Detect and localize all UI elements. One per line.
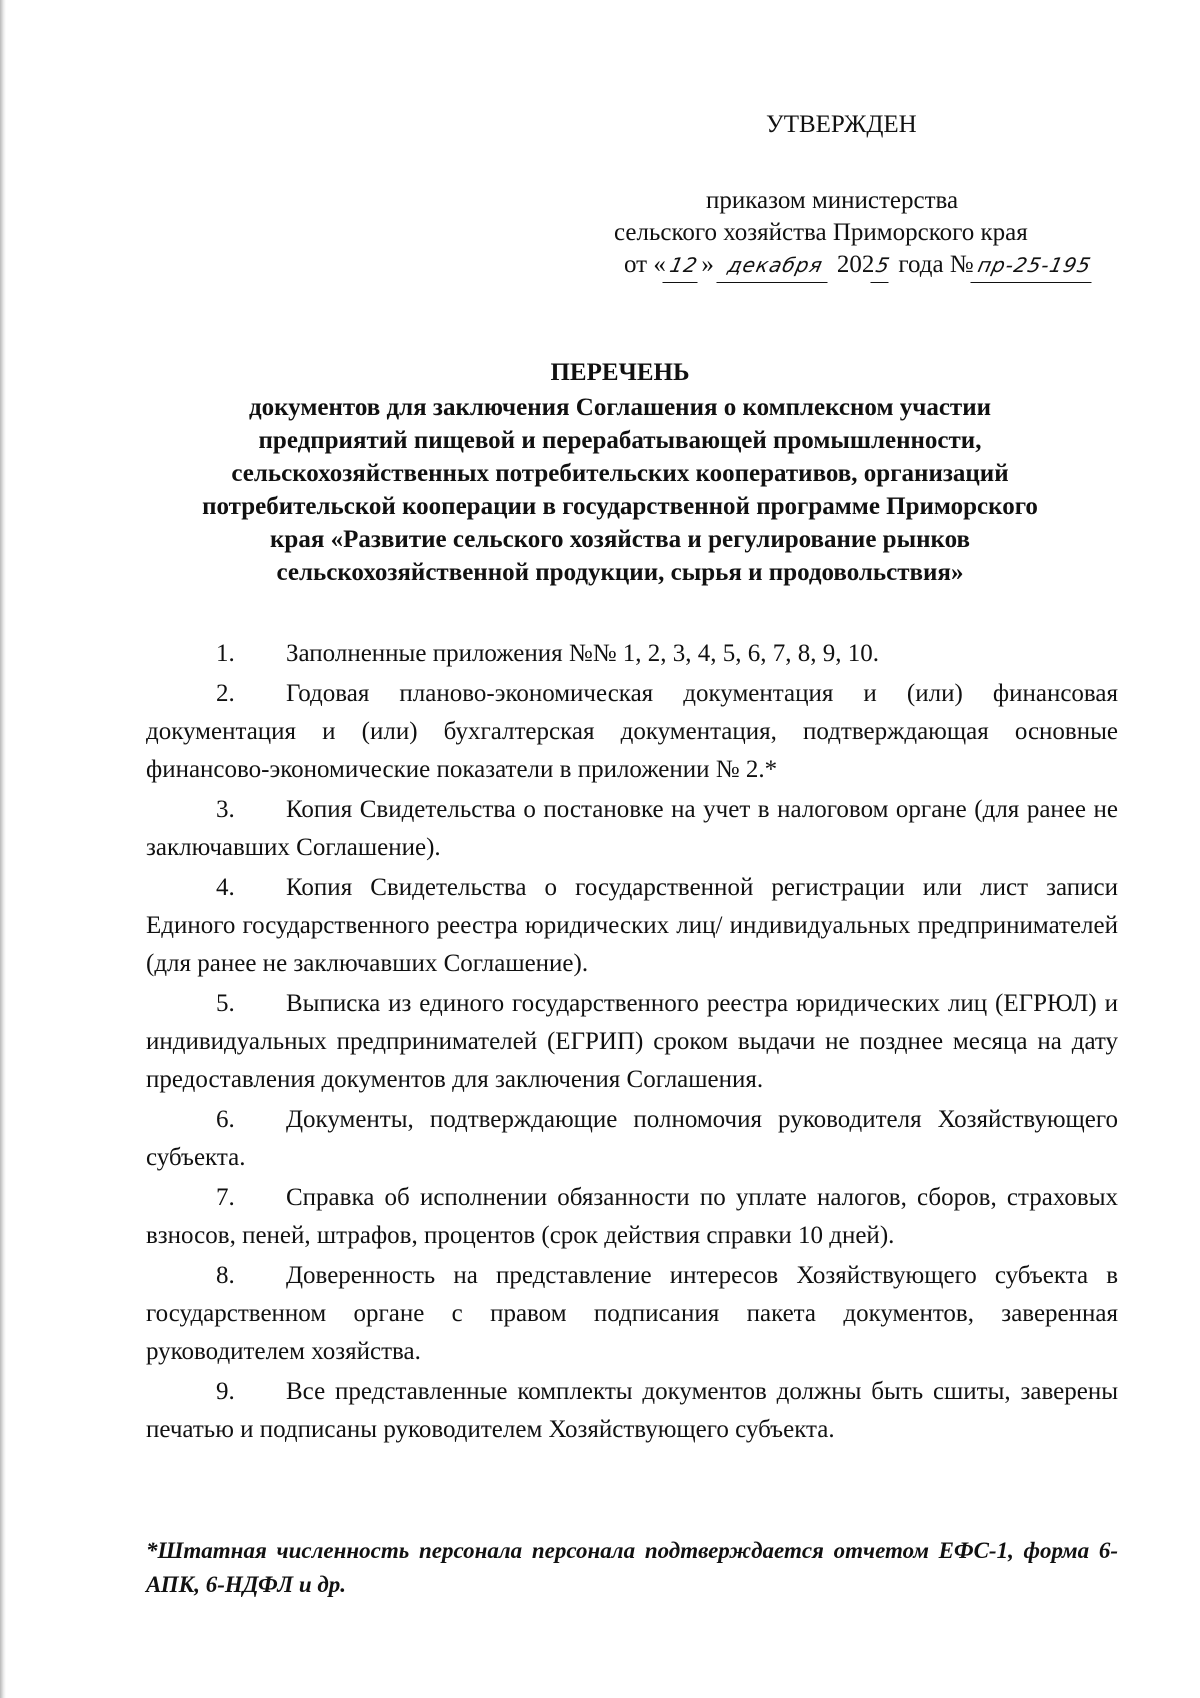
handwritten-year-digit: 5 [871, 249, 896, 283]
item-number: 6. [216, 1106, 235, 1133]
list-item [146, 985, 1118, 1099]
item-number: 2. [216, 680, 235, 707]
title-main: ПЕРЕЧЕНЬ [550, 359, 690, 386]
list-item [146, 1101, 1118, 1177]
item-text: Все представленные комплекты документов должны быть сшиты, заверены печатью и подписаны руководителем Хозяйствующего субъекта. [146, 1378, 1118, 1443]
list-item [146, 1179, 1118, 1255]
item-number: 4. [216, 874, 235, 901]
item-number: 7. [216, 1184, 235, 1211]
list-item [146, 1373, 1118, 1449]
list-item [146, 635, 1118, 673]
date-prefix: от « [624, 251, 666, 278]
approval-line-date [624, 248, 1095, 283]
footnote: *Штатная численность персонала персонала подтверждается отчетом ЕФС-1, форма 6-АПК, 6-НДФЛ и др. [146, 1538, 1118, 1597]
item-number: 5. [216, 990, 235, 1017]
item-text: Копия Свидетельства о постановке на учет в налоговом органе (для ранее не заключавших Соглашение). [146, 796, 1118, 861]
scan-edge [0, 0, 6, 1698]
item-text: Выписка из единого государственного реестра юридических лиц (ЕГРЮЛ) и индивидуальных предпринимателей (ЕГРИП) сроком выдачи не позднее месяца на дату предоставления документов для заключения Соглашения. [146, 990, 1118, 1093]
list-item [146, 791, 1118, 867]
date-mid: » [701, 251, 714, 278]
item-text: Заполненные приложения №№ 1, 2, 3, 4, 5, 6, 7, 8, 9, 10. [286, 640, 880, 667]
item-text: Доверенность на представление интересов Хозяйствующего субъекта в государственном органе с правом подписания пакета документов, заверенная руководителем хозяйства. [146, 1262, 1118, 1365]
item-number: 9. [216, 1378, 235, 1405]
year-prefix: 202 [836, 251, 875, 278]
list-item [146, 1257, 1118, 1371]
item-text: Справка об исполнении обязанности по уплате налогов, сборов, страховых взносов, пеней, штрафов, процентов (срок действия справки 10 дней). [146, 1184, 1118, 1249]
year-suffix: года № [898, 251, 974, 278]
document-title [120, 356, 1120, 589]
item-number: 3. [216, 796, 235, 823]
documents-list [146, 635, 1118, 1451]
item-text: Годовая планово-экономическая документация и (или) финансовая документация и (или) бухгалтерская документация, подтверждающая основные финансово-экономические показатели в приложении № 2.* [146, 680, 1118, 783]
list-item [146, 675, 1118, 789]
approval-line-ministry: сельского хозяйства Приморского края [614, 219, 1028, 246]
handwritten-day: 12 [662, 249, 705, 283]
list-item [146, 869, 1118, 983]
item-number: 1. [216, 640, 235, 667]
handwritten-order-number: пр-25-195 [970, 249, 1098, 283]
item-text: Копия Свидетельства о государственной регистрации или лист записи Единого государственного реестра юридических лиц/ индивидуальных предпринимателей (для ранее не заключавших Соглашение). [146, 874, 1118, 977]
handwritten-month: декабря [716, 249, 834, 283]
approval-line-order: приказом министерства [706, 187, 959, 214]
item-number: 8. [216, 1262, 235, 1289]
title-sub: документов для заключения Соглашения о комплексном участии предприятий пищевой и перерабатывающей промышленности, сельскохозяйственных потребительских кооперативов, организаций потребительской кооперации в государственной программе Приморского края «Развитие сельского хозяйства и регулирование рынков сельскохозяйственной продукции, сырья и продовольствия» [202, 394, 1038, 586]
item-text: Документы, подтверждающие полномочия руководителя Хозяйствующего субъекта. [146, 1106, 1118, 1171]
approval-heading: УТВЕРЖДЕН [766, 111, 917, 138]
